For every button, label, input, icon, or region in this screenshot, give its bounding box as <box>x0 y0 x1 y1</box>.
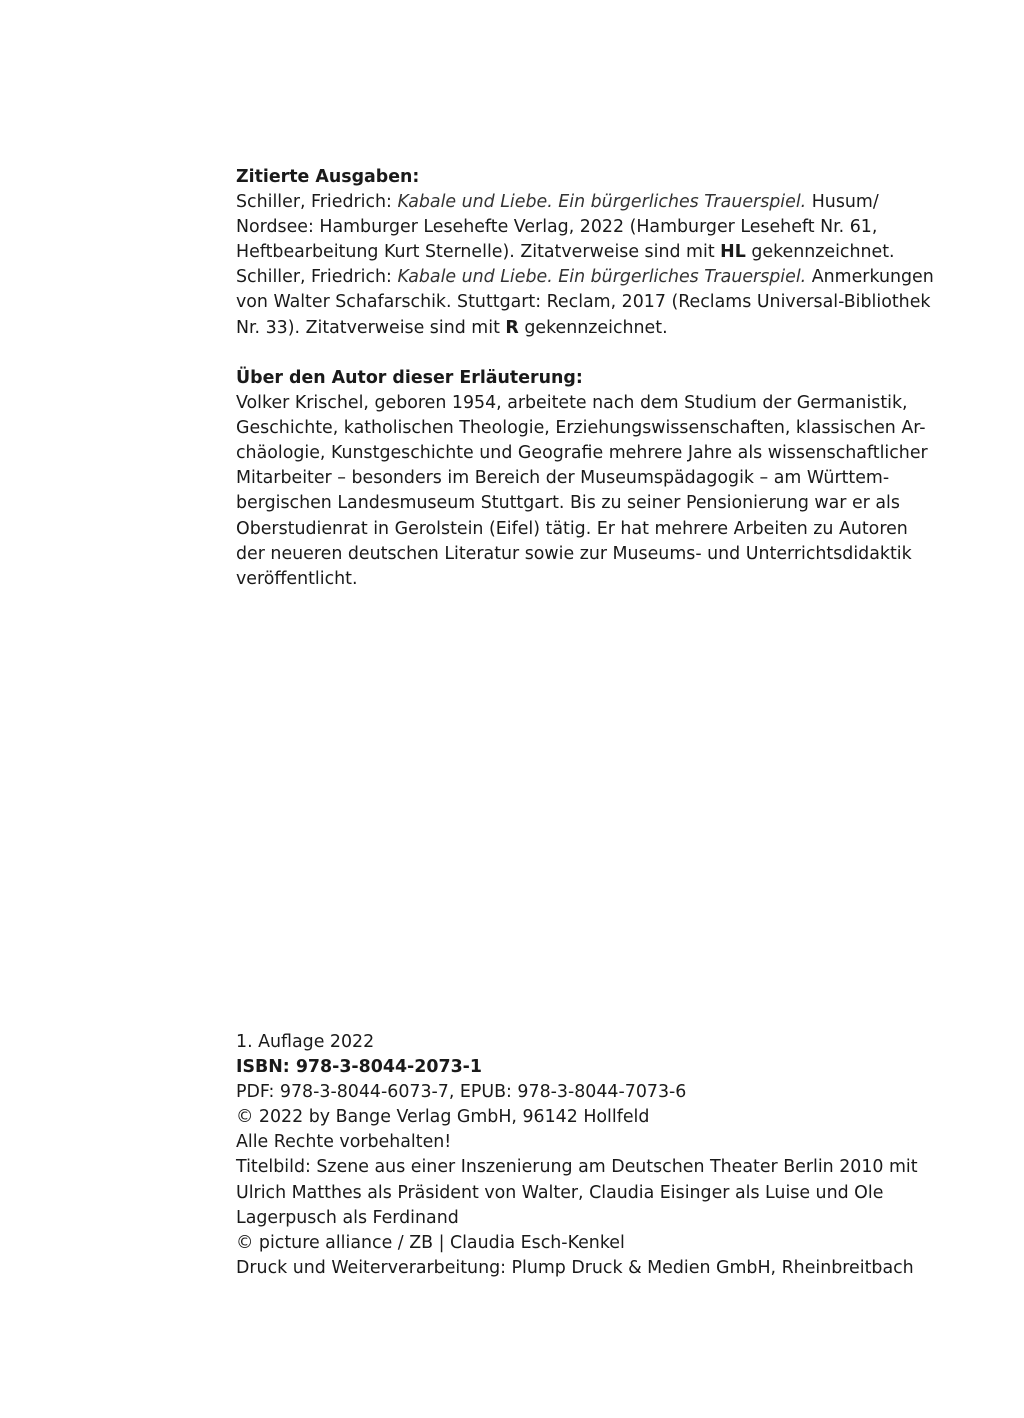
citation-2-author: Schiller, Friedrich: <box>236 267 398 288</box>
cover-caption-line: Ulrich Matthes als Präsident von Walter, Claudia Eisinger als Luise und Ole <box>236 1182 884 1203</box>
about-author-line: Volker Krischel, geboren 1954, arbeitete nach dem Studium der Germanistik, <box>236 393 908 414</box>
publisher-copyright: © 2022 by Bange Verlag GmbH, 96142 Hollfeld <box>236 1107 650 1128</box>
about-author-line: chäologie, Kunstgeschichte und Geografie mehrere Jahre als wissenschaftlicher <box>236 443 928 464</box>
edition-info: 1. Auflage 2022 <box>236 1032 375 1052</box>
photo-credit: © picture alliance / ZB | Claudia Esch-Kenkel <box>236 1232 625 1253</box>
cited-editions-section <box>236 165 956 341</box>
citation-1-note: Heftbearbeitung Kurt Sternelle). Zitatverweise sind mit <box>236 242 721 263</box>
citation-2-line-1 <box>236 265 956 290</box>
citation-1-place: Husum/ <box>806 192 879 213</box>
citation-1-line-1 <box>236 190 956 215</box>
citation-2-line-3 <box>236 316 956 341</box>
rights-reserved: Alle Rechte vorbehalten! <box>236 1132 452 1153</box>
about-author-heading: Über den Autor dieser Erläuterung: <box>236 368 583 388</box>
citation-2-title: Kabale und Liebe. Ein bürgerliches Trauerspiel. <box>397 267 807 288</box>
citation-1-author: Schiller, Friedrich: <box>236 192 398 213</box>
about-author-line: veröffentlicht. <box>236 568 358 589</box>
citation-1-line-2: Nordsee: Hamburger Lesehefte Verlag, 2022 (Hamburger Leseheft Nr. 61, <box>236 217 878 238</box>
about-author-line: Geschichte, katholischen Theologie, Erziehungswissenschaften, klassischen Ar- <box>236 418 926 439</box>
citation-1-abbrev: HL <box>720 242 746 263</box>
citation-1-note-end: gekennzeichnet. <box>745 242 895 263</box>
about-author-section <box>236 366 956 592</box>
about-author-line: bergischen Landesmuseum Stuttgart. Bis zu seiner Pensionierung war er als <box>236 493 900 514</box>
citation-2-note-end: gekennzeichnet. <box>518 317 668 338</box>
about-author-line: der neueren deutschen Literatur sowie zur Museums- und Unterrichtsdidaktik <box>236 543 912 564</box>
citation-2-notes-label: Anmerkungen <box>806 267 934 288</box>
cover-caption-line: Lagerpusch als Ferdinand <box>236 1207 459 1228</box>
cited-editions-heading: Zitierte Ausgaben: <box>236 167 420 187</box>
citation-1-line-3 <box>236 240 956 265</box>
cover-caption-line: Titelbild: Szene aus einer Inszenierung am Deutschen Theater Berlin 2010 mit <box>236 1157 918 1178</box>
about-author-line: Oberstudienrat in Gerolstein (Eifel) tätig. Er hat mehrere Arbeiten zu Autoren <box>236 518 908 539</box>
imprint-section <box>236 1030 956 1281</box>
isbn: ISBN: 978-3-8044-2073-1 <box>236 1057 482 1078</box>
citation-2-line-2: von Walter Schafarschik. Stuttgart: Reclam, 2017 (Reclams Universal-Bibliothek <box>236 292 931 313</box>
citation-2-note: Nr. 33). Zitatverweise sind mit <box>236 317 506 338</box>
citation-1-title: Kabale und Liebe. Ein bürgerliches Trauerspiel. <box>397 192 807 213</box>
digital-isbns: PDF: 978-3-8044-6073-7, EPUB: 978-3-8044-7073-6 <box>236 1082 687 1103</box>
about-author-line: Mitarbeiter – besonders im Bereich der Museumspädagogik – am Württem- <box>236 468 890 489</box>
printing-info: Druck und Weiterverarbeitung: Plump Druck & Medien GmbH, Rheinbreitbach <box>236 1257 914 1278</box>
citation-2-abbrev: R <box>505 317 519 338</box>
